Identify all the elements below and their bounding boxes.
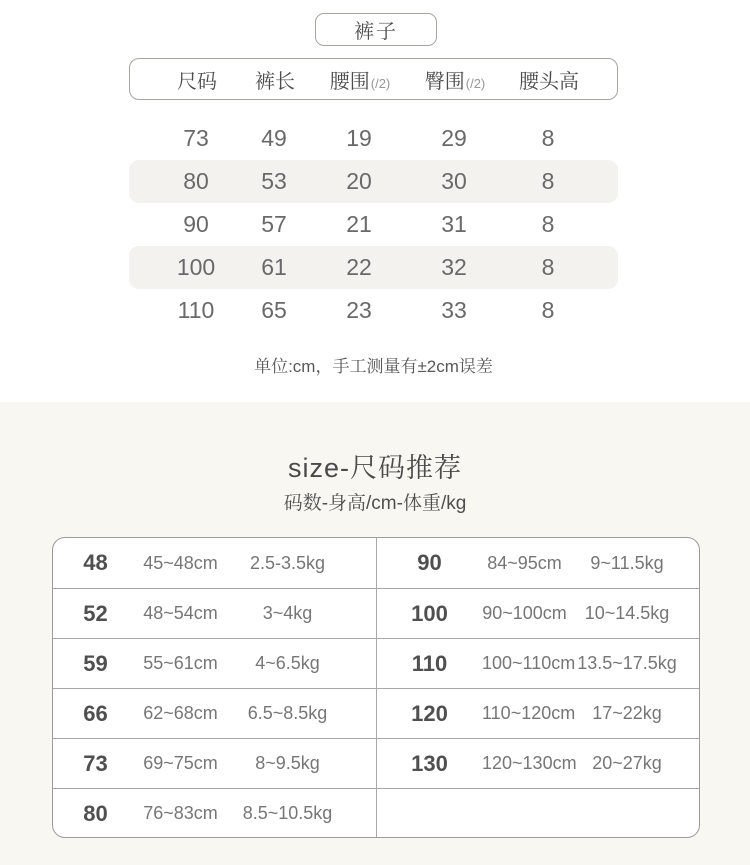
height-range: 110~120cm <box>482 703 576 723</box>
size-row-52 <box>53 588 376 638</box>
spec-rows <box>129 117 618 332</box>
size-value: 73 <box>83 750 108 776</box>
height-range: 62~68cm <box>143 703 218 723</box>
spec-header-hip: 臀围(/2) <box>424 70 486 93</box>
size-value: 80 <box>83 800 108 826</box>
spec-cell: 110 <box>177 297 215 323</box>
spec-cell: 20 <box>346 168 372 194</box>
height-range: 84~95cm <box>487 552 562 573</box>
weight-range: 2.5-3.5kg <box>249 552 326 573</box>
height-range: 120~130cm <box>482 753 577 773</box>
size-row-120 <box>377 688 699 738</box>
pants-title-box <box>315 13 437 46</box>
size-row-90 <box>377 538 699 588</box>
size-row-130 <box>377 738 699 788</box>
measurement-note: 单位:cm，手工测量有±2cm误差 <box>254 357 493 376</box>
spec-header-hip-suffix: (/2) <box>465 75 486 91</box>
spec-cell: 49 <box>261 125 287 151</box>
size-value: 48 <box>83 550 108 575</box>
spec-cell: 21 <box>346 211 372 237</box>
size-value: 110 <box>411 650 448 676</box>
height-range: 76~83cm <box>143 803 218 823</box>
spec-row-90 <box>129 203 618 246</box>
size-value: 130 <box>411 750 448 776</box>
spec-header-waist: 腰围(/2) <box>329 70 391 93</box>
weight-range: 4~6.5kg <box>255 653 320 673</box>
size-row-100 <box>377 588 699 638</box>
weight-range: 8~9.5kg <box>255 753 320 773</box>
spec-cell: 57 <box>261 211 287 237</box>
size-value: 90 <box>417 550 442 575</box>
weight-range: 8.5~10.5kg <box>242 803 333 823</box>
spec-row-73 <box>129 117 618 160</box>
weight-range: 9~11.5kg <box>590 552 664 573</box>
height-range: 45~48cm <box>143 552 218 573</box>
spec-header-length: 裤长 <box>255 70 295 93</box>
weight-range: 6.5~8.5kg <box>247 703 328 723</box>
spec-header-size: 尺码 <box>177 70 217 93</box>
spec-header-row <box>129 58 618 100</box>
spec-cell: 80 <box>183 168 209 194</box>
spec-cell: 8 <box>541 254 555 280</box>
spec-cell: 8 <box>541 168 555 194</box>
spec-cell: 19 <box>346 125 372 151</box>
spec-cell: 100 <box>176 254 216 280</box>
size-table-right-column <box>376 538 699 838</box>
weight-range: 13.5~17.5kg <box>577 653 677 673</box>
height-range: 90~100cm <box>482 603 567 623</box>
spec-row-110 <box>129 289 618 332</box>
size-row-66 <box>53 688 376 738</box>
weight-range: 3~4kg <box>262 603 313 623</box>
spec-cell: 30 <box>441 168 467 194</box>
size-row-73 <box>53 738 376 788</box>
height-range: 69~75cm <box>143 753 218 773</box>
spec-row-100 <box>129 246 618 289</box>
size-value: 66 <box>83 700 108 726</box>
weight-range: 10~14.5kg <box>584 603 670 623</box>
spec-cell: 61 <box>261 254 287 280</box>
spec-cell: 65 <box>261 297 287 323</box>
height-range: 55~61cm <box>143 653 218 673</box>
size-table-left-column <box>53 538 376 838</box>
spec-row-80 <box>129 160 618 203</box>
spec-cell: 29 <box>441 125 467 151</box>
spec-cell: 90 <box>183 211 209 237</box>
spec-cell: 31 <box>441 211 467 237</box>
size-value: 120 <box>411 700 448 726</box>
size-recommend-table <box>52 537 700 838</box>
size-recommend-section <box>0 402 750 865</box>
spec-cell: 73 <box>183 125 209 151</box>
spec-cell: 8 <box>541 211 555 237</box>
spec-cell: 8 <box>541 125 555 151</box>
spec-header-waistband-height: 腰头高 <box>519 70 579 93</box>
spec-cell: 33 <box>441 297 467 323</box>
weight-range: 20~27kg <box>592 753 662 773</box>
spec-header-waist-suffix: (/2) <box>370 75 391 91</box>
spec-cell: 23 <box>346 297 372 323</box>
size-value: 100 <box>411 600 448 626</box>
pants-spec-section <box>0 0 750 402</box>
size-row-80 <box>53 788 376 838</box>
size-value: 59 <box>83 650 108 676</box>
size-row-59 <box>53 638 376 688</box>
spec-cell: 53 <box>261 168 287 194</box>
spec-cell: 8 <box>541 297 555 323</box>
size-recommend-subtitle: 码数-身高/cm-体重/kg <box>283 493 467 514</box>
height-range: 48~54cm <box>143 603 218 623</box>
weight-range: 17~22kg <box>592 703 662 723</box>
size-value: 52 <box>83 600 108 626</box>
height-range: 100~110cm <box>482 653 576 673</box>
spec-cell: 22 <box>346 254 372 280</box>
size-recommend-title: size-尺码推荐 <box>287 453 462 483</box>
size-row-110 <box>377 638 699 688</box>
pants-title: 裤子 <box>354 21 398 43</box>
spec-cell: 32 <box>441 254 467 280</box>
size-row-48 <box>53 538 376 588</box>
size-row-empty <box>377 788 699 838</box>
